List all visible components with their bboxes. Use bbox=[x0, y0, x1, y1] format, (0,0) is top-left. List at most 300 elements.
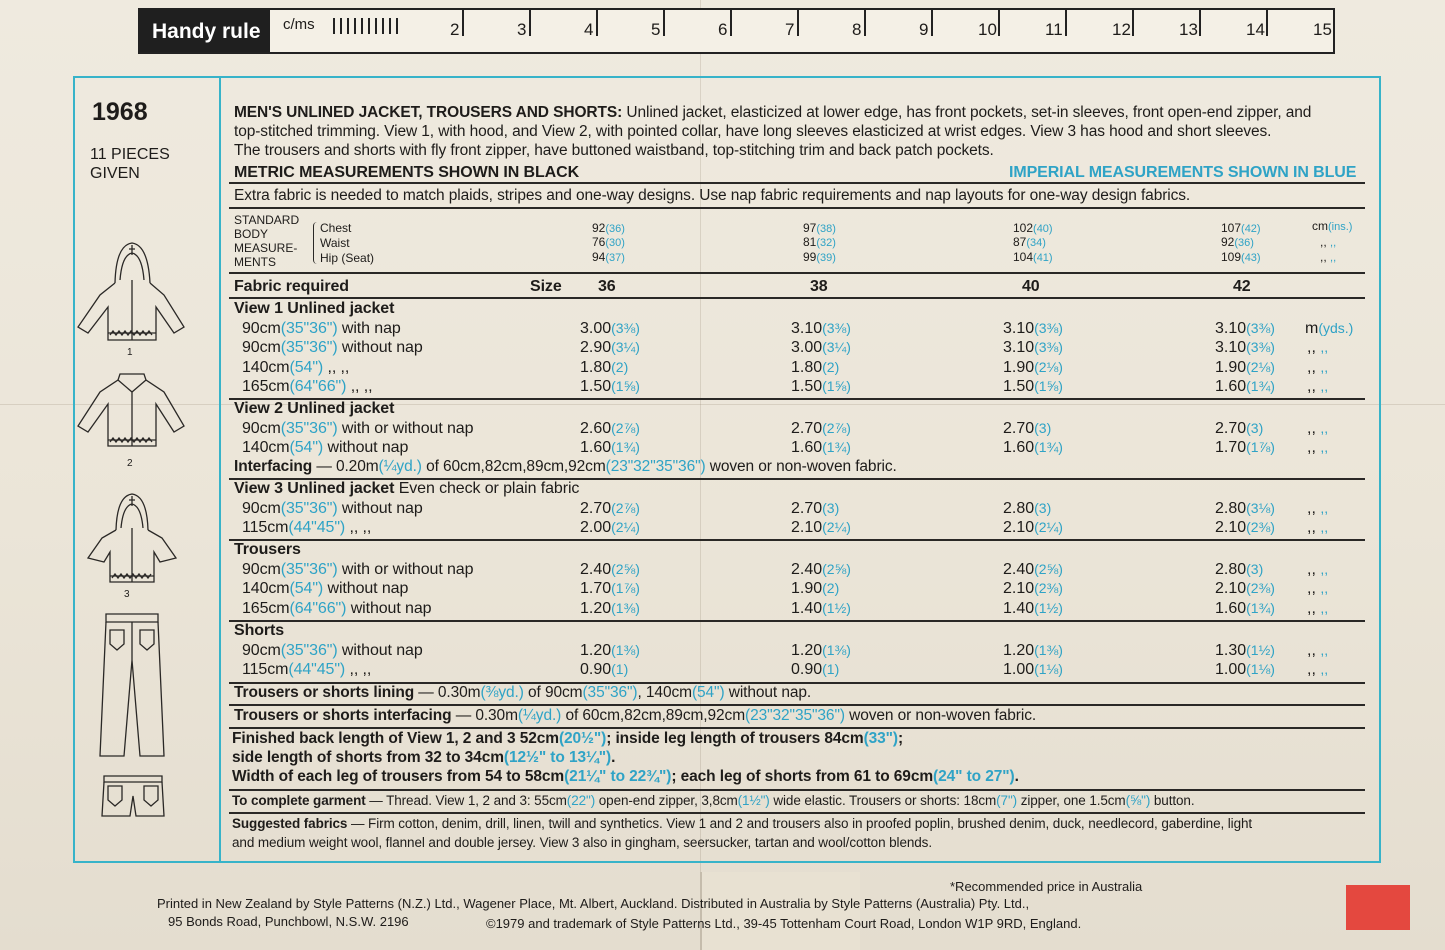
section-title bbox=[234, 622, 284, 640]
yardage-metric: 3.10 bbox=[1003, 339, 1035, 356]
yardage-value bbox=[791, 642, 851, 660]
text: wide elastic. Trousers or shorts: 18cm bbox=[769, 793, 997, 808]
yardage-metric: 1.60 bbox=[580, 439, 612, 456]
yardage-value bbox=[1003, 600, 1063, 618]
handy-rule bbox=[138, 8, 1335, 54]
unit-column bbox=[1307, 580, 1328, 598]
yardage-value bbox=[1003, 359, 1063, 377]
section-title-text: View 2 Unlined jacket bbox=[234, 400, 395, 417]
width-metric: 90cm bbox=[242, 319, 281, 337]
value-imperial: (40) bbox=[1033, 223, 1053, 235]
yardage-metric: 2.10 bbox=[791, 519, 823, 536]
yardage-value bbox=[791, 420, 851, 438]
yardage-imperial: (1⅞) bbox=[1246, 439, 1275, 455]
text: Finished back length of View 1, 2 and 3 52cm bbox=[232, 730, 559, 747]
yardage-metric: 1.20 bbox=[580, 641, 612, 659]
width-imperial: (54") bbox=[289, 580, 324, 597]
yardage-imperial: (2) bbox=[822, 580, 840, 596]
width-metric: 115cm bbox=[242, 661, 289, 678]
metric-heading: METRIC MEASUREMENTS SHOWN IN BLACK bbox=[234, 164, 580, 181]
value-imperial: (30) bbox=[605, 237, 625, 249]
yardage-imperial: (1⅞) bbox=[611, 580, 640, 596]
footer-price: *Recommended price in Australia bbox=[950, 879, 1143, 894]
ditto: ,, bbox=[1307, 499, 1316, 517]
value-metric: 99 bbox=[803, 250, 817, 264]
frame-divider bbox=[219, 78, 221, 861]
yardage-value bbox=[1215, 320, 1275, 338]
unit-column bbox=[1307, 359, 1328, 377]
ruler-tick bbox=[931, 10, 933, 36]
ditto: ,, bbox=[1307, 580, 1316, 597]
fabric-width-row bbox=[242, 439, 408, 457]
yardage-value bbox=[1003, 580, 1063, 598]
interfacing2-line bbox=[234, 707, 1036, 725]
yardage-imperial: (1¾) bbox=[822, 439, 851, 455]
yardage-imperial: (1⅝) bbox=[822, 378, 851, 394]
yardage-value bbox=[1003, 339, 1063, 357]
width-imperial: (35"36") bbox=[280, 641, 338, 659]
width-imperial: (35"36") bbox=[280, 319, 338, 337]
text-blue: (20½") bbox=[558, 730, 607, 747]
ditto: ,, bbox=[1307, 519, 1316, 536]
nap-description: without nap bbox=[323, 580, 409, 597]
yardage-metric: 0.90 bbox=[791, 661, 823, 678]
value-imperial: (34) bbox=[1026, 237, 1046, 249]
chest-label: Chest bbox=[320, 221, 352, 235]
width-imperial: (64"66") bbox=[289, 599, 347, 617]
width-imperial: (54") bbox=[289, 358, 324, 376]
unit-yds: (yds.) bbox=[1318, 319, 1354, 336]
yardage-metric: 1.90 bbox=[791, 580, 823, 597]
yardage-metric: 1.00 bbox=[1003, 661, 1035, 678]
yardage-value bbox=[580, 359, 628, 377]
nap-description: with nap bbox=[337, 319, 401, 337]
yardage-imperial: (1⅝) bbox=[611, 378, 640, 394]
nap-description: without nap bbox=[346, 599, 432, 617]
extra-fabric-note: Extra fabric is needed to match plaids, stripes and one-way designs. Use nap fabric requirements and nap layouts for one-way design fabrics. bbox=[234, 187, 1191, 204]
yardage-imperial: (3⅜) bbox=[822, 319, 851, 336]
yardage-value bbox=[580, 561, 640, 579]
ditto-blue: ,, bbox=[1320, 661, 1329, 677]
yardage-imperial: (2⅞) bbox=[611, 499, 640, 516]
yardage-value bbox=[791, 580, 839, 598]
fabric-width-row bbox=[242, 500, 423, 518]
ditto: ,, bbox=[1307, 439, 1316, 456]
yardage-imperial: (3) bbox=[1246, 419, 1264, 436]
text: — Firm cotton, denim, drill, linen, twill and synthetics. View 1 and 2 and trousers also in proofed poplin, brushed denim, duck, needlecord, gaberdine, light bbox=[347, 816, 1253, 831]
unit-column bbox=[1307, 661, 1328, 679]
yardage-metric: 1.50 bbox=[1003, 378, 1035, 395]
yardage-metric: 1.20 bbox=[580, 599, 612, 617]
width-imperial: (35"36") bbox=[280, 339, 338, 356]
body-ditto bbox=[1320, 235, 1336, 249]
width-metric: 115cm bbox=[242, 519, 289, 536]
label-line: BODY bbox=[234, 227, 269, 241]
ditto: ,, bbox=[1307, 339, 1316, 356]
yardage-imperial: (3⅜) bbox=[1246, 339, 1275, 355]
width-imperial: (44"45") bbox=[288, 661, 346, 678]
body-measurement-value bbox=[803, 235, 836, 249]
width-imperial: (35"36") bbox=[280, 499, 338, 517]
width-metric: 165cm bbox=[242, 599, 290, 617]
yardage-value bbox=[791, 600, 851, 618]
body-measurement-value bbox=[1013, 221, 1053, 235]
value-metric: 104 bbox=[1013, 250, 1034, 264]
yardage-metric: 2.90 bbox=[580, 339, 612, 356]
yardage-value bbox=[1003, 561, 1063, 579]
value-imperial: (36) bbox=[1234, 237, 1254, 249]
text: side length of shorts from 32 to 34cm bbox=[232, 749, 504, 766]
ruler-tick bbox=[462, 10, 464, 36]
text-blue: (⅝") bbox=[1125, 793, 1151, 808]
width-metric: 90cm bbox=[242, 560, 281, 578]
body-unit bbox=[1312, 219, 1352, 233]
ruler-number: 5 bbox=[651, 20, 661, 39]
yardage-imperial: (3) bbox=[1034, 419, 1052, 436]
yardage-value bbox=[580, 339, 640, 357]
ruler-tick bbox=[730, 10, 732, 36]
yardage-imperial: (1⅝) bbox=[1034, 378, 1063, 394]
yardage-imperial: (2) bbox=[611, 358, 629, 375]
pieces-given-label: GIVEN bbox=[90, 165, 140, 182]
yardage-value bbox=[791, 320, 851, 338]
size-label: Size bbox=[530, 278, 562, 295]
yardage-metric: 1.80 bbox=[791, 358, 823, 376]
yardage-metric: 1.20 bbox=[791, 641, 823, 659]
yardage-metric: 0.90 bbox=[580, 661, 612, 678]
text: of 60cm,82cm,89cm,92cm bbox=[421, 458, 606, 475]
yardage-imperial: (1½) bbox=[822, 599, 851, 616]
text: button. bbox=[1150, 793, 1195, 808]
nap-description: ,, ,, bbox=[345, 519, 372, 536]
value-imperial: (37) bbox=[605, 252, 625, 264]
yardage-value bbox=[1003, 519, 1063, 537]
text: ; bbox=[898, 730, 904, 747]
text: — Thread. View 1, 2 and 3: 55cm bbox=[365, 793, 567, 808]
text-blue: (54") bbox=[691, 684, 725, 701]
shorts-sketch bbox=[98, 772, 168, 822]
width-metric: 165cm bbox=[242, 378, 290, 395]
section-title-text: View 3 Unlined jacket bbox=[234, 480, 395, 497]
text: . bbox=[611, 749, 616, 766]
yardage-metric: 2.10 bbox=[1215, 580, 1247, 597]
fabric-width-row bbox=[242, 519, 371, 537]
ruler-number: 11 bbox=[1045, 20, 1063, 39]
fabric-width-row bbox=[242, 359, 349, 377]
value-imperial: (39) bbox=[816, 252, 836, 264]
value-metric: 102 bbox=[1013, 221, 1034, 235]
suggested-label: Suggested fabrics bbox=[232, 816, 348, 831]
text: , 140cm bbox=[637, 684, 692, 701]
body-measurement-value bbox=[592, 221, 625, 235]
ditto-blue: ,, bbox=[1320, 580, 1329, 596]
yardage-imperial: (3¼) bbox=[822, 339, 851, 355]
ruler-tick bbox=[1266, 10, 1268, 36]
fabric-width-row bbox=[242, 561, 473, 579]
ditto: ,, bbox=[1320, 250, 1327, 264]
yardage-metric: 2.80 bbox=[1215, 560, 1247, 578]
yardage-imperial: (1⅜) bbox=[1034, 641, 1063, 658]
yardage-metric: 1.40 bbox=[791, 599, 823, 617]
unit-column bbox=[1307, 378, 1328, 396]
unit-column bbox=[1307, 561, 1328, 579]
nap-description: ,, ,, bbox=[346, 378, 373, 395]
yardage-metric: 3.10 bbox=[791, 319, 823, 337]
text-blue: (21¼" to 22¾") bbox=[564, 768, 672, 785]
yardage-value bbox=[1215, 378, 1275, 396]
nap-description: without nap bbox=[337, 499, 423, 517]
width-metric: 140cm bbox=[242, 358, 290, 376]
text: — 0.20m bbox=[312, 458, 379, 475]
ditto: ,, bbox=[1307, 560, 1316, 578]
value-metric: 76 bbox=[592, 235, 606, 249]
text-blue: (1½") bbox=[737, 793, 770, 808]
value-metric: 92 bbox=[1221, 235, 1235, 249]
yardage-value bbox=[1215, 661, 1275, 679]
yardage-metric: 2.40 bbox=[1003, 560, 1035, 578]
yardage-imperial: (3⅜) bbox=[611, 319, 640, 336]
body-measurement-value bbox=[592, 235, 625, 249]
description-title: MEN'S UNLINED JACKET, TROUSERS AND SHORTS: bbox=[234, 104, 623, 121]
yardage-value bbox=[1215, 580, 1275, 598]
fabric-width-row bbox=[242, 378, 372, 396]
ruler-number: 10 bbox=[978, 20, 997, 39]
yardage-imperial: (1¾) bbox=[1246, 378, 1275, 394]
yardage-value bbox=[580, 320, 640, 338]
yardage-imperial: (2¼) bbox=[1034, 519, 1063, 535]
interfacing2-label: Trousers or shorts interfacing bbox=[234, 707, 452, 724]
fabric-width-row bbox=[242, 600, 431, 618]
ruler-label: Handy rule bbox=[140, 10, 270, 52]
lining-label: Trousers or shorts lining bbox=[234, 684, 415, 701]
nap-description: without nap bbox=[337, 339, 423, 356]
pattern-number: 1968 bbox=[92, 98, 148, 126]
width-metric: 90cm bbox=[242, 641, 281, 659]
nap-description: without nap bbox=[337, 641, 423, 659]
yardage-metric: 3.00 bbox=[791, 339, 823, 356]
complete-label: To complete garment bbox=[232, 793, 366, 808]
yardage-metric: 2.70 bbox=[1215, 419, 1247, 437]
yardage-imperial: (2⅛) bbox=[1246, 358, 1275, 375]
text: . bbox=[1014, 768, 1019, 785]
section-title bbox=[234, 541, 301, 559]
yardage-imperial: (2⅜) bbox=[1246, 580, 1275, 596]
yardage-value bbox=[791, 339, 851, 357]
yardage-imperial: (1⅛) bbox=[1246, 661, 1275, 677]
ruler-number: 4 bbox=[584, 20, 594, 39]
yardage-value bbox=[1003, 642, 1063, 660]
text-blue: (35"36") bbox=[582, 684, 638, 701]
yardage-metric: 1.50 bbox=[580, 378, 612, 395]
fabric-width-row bbox=[242, 420, 473, 438]
yardage-imperial: (1) bbox=[611, 661, 629, 677]
description-text: Unlined jacket, elasticized at lower edge, has front pockets, set-in sleeves, front open-end zipper, and bbox=[622, 104, 1312, 121]
text-blue: (24" to 27") bbox=[933, 768, 1015, 785]
value-metric: 87 bbox=[1013, 235, 1027, 249]
yardage-imperial: (2⅛) bbox=[1034, 358, 1063, 375]
brace bbox=[313, 222, 317, 264]
ditto-blue: ,, bbox=[1320, 519, 1329, 535]
yardage-value bbox=[1003, 439, 1063, 457]
yardage-imperial: (3⅜) bbox=[1246, 319, 1275, 336]
description-line-2: top-stitched trimming. View 1, with hood, and View 2, with pointed collar, have long sleeves elasticized at wrist edges. View 3 has hood and short sleeves. bbox=[234, 123, 1272, 140]
unit-column bbox=[1307, 339, 1328, 357]
yardage-value bbox=[580, 580, 640, 598]
nap-description: with or without nap bbox=[337, 560, 474, 578]
yardage-metric: 1.70 bbox=[580, 580, 612, 597]
width-metric: 140cm bbox=[242, 439, 290, 456]
yardage-metric: 3.10 bbox=[1215, 339, 1247, 356]
ruler-number: 9 bbox=[919, 20, 929, 39]
fabric-width-row bbox=[242, 339, 423, 357]
section-rule bbox=[229, 620, 1365, 622]
yardage-value bbox=[580, 378, 640, 396]
yardage-metric: 1.70 bbox=[1215, 439, 1247, 456]
ruler-tick bbox=[529, 10, 531, 36]
ditto-blue: ,, bbox=[1320, 599, 1329, 616]
yardage-imperial: (1¾) bbox=[1246, 599, 1275, 616]
ruler-tick bbox=[864, 10, 866, 36]
ruler-unit: c/ms bbox=[283, 16, 315, 33]
yardage-value bbox=[580, 420, 640, 438]
yardage-metric: 1.60 bbox=[1215, 599, 1247, 617]
yardage-metric: 3.10 bbox=[1215, 319, 1247, 337]
price-sticker bbox=[1346, 885, 1410, 930]
footer-line-1: Printed in New Zealand by Style Patterns (N.Z.) Ltd., Wagener Place, Mt. Albert, Auckland. Distributed in Australia by Style Patterns (Australia) Pty. Ltd., bbox=[157, 896, 1030, 911]
section-title-text: Trousers bbox=[234, 541, 301, 558]
yardage-imperial: (1¾) bbox=[1034, 439, 1063, 455]
ruler-number: 14 bbox=[1246, 20, 1265, 39]
unit-cm: cm bbox=[1312, 219, 1328, 233]
width-imperial: (35"36") bbox=[280, 560, 338, 578]
yardage-metric: 1.50 bbox=[791, 378, 823, 395]
ruler-tick bbox=[663, 10, 665, 36]
text: open-end zipper, 3,8cm bbox=[595, 793, 738, 808]
yardage-imperial: (3⅛) bbox=[1246, 499, 1275, 516]
ditto-blue: ,, bbox=[1320, 358, 1329, 375]
yardage-imperial: (1⅜) bbox=[611, 599, 640, 616]
yardage-metric: 3.10 bbox=[1003, 319, 1035, 337]
ditto: ,, bbox=[1307, 358, 1316, 376]
yardage-value bbox=[1003, 320, 1063, 338]
yardage-value bbox=[791, 561, 851, 579]
yardage-metric: 2.00 bbox=[580, 519, 612, 536]
section-title-text: View 1 Unlined jacket bbox=[234, 300, 395, 317]
yardage-imperial: (3⅜) bbox=[1034, 339, 1063, 355]
footer-line-3: ©1979 and trademark of Style Patterns Ltd., 39-45 Tottenham Court Road, London W1P 9RD, England. bbox=[486, 916, 1082, 931]
yardage-metric: 2.10 bbox=[1003, 580, 1035, 597]
fabric-width-row bbox=[242, 580, 408, 598]
yardage-imperial: (2) bbox=[822, 358, 840, 375]
rule bbox=[229, 812, 1365, 814]
finished-line-1 bbox=[232, 730, 903, 748]
rule bbox=[229, 207, 1365, 209]
value-imperial: (42) bbox=[1241, 223, 1261, 235]
fabric-width-row bbox=[242, 320, 401, 338]
size-36: 36 bbox=[598, 278, 616, 295]
yardage-value bbox=[1003, 378, 1063, 396]
finished-line-2 bbox=[232, 749, 615, 767]
yardage-metric: 1.30 bbox=[1215, 641, 1247, 659]
section-note: Even check or plain fabric bbox=[394, 480, 580, 497]
yardage-value bbox=[791, 439, 851, 457]
yardage-metric: 2.40 bbox=[791, 560, 823, 578]
finished-line-3 bbox=[232, 768, 1019, 786]
yardage-imperial: (2¼) bbox=[611, 519, 640, 535]
value-imperial: (36) bbox=[605, 223, 625, 235]
rule bbox=[229, 704, 1365, 706]
rule bbox=[229, 297, 1365, 299]
text: — 0.30m bbox=[451, 707, 518, 724]
yardage-value bbox=[1215, 561, 1263, 579]
nap-description: without nap bbox=[323, 439, 409, 456]
yardage-metric: 1.20 bbox=[1003, 641, 1035, 659]
yardage-value bbox=[1215, 339, 1275, 357]
value-metric: 94 bbox=[592, 250, 606, 264]
ditto: ,, bbox=[1307, 641, 1316, 659]
view-2-collared-jacket-sketch bbox=[72, 370, 190, 458]
ditto-blue: ,, bbox=[1330, 237, 1337, 249]
nap-description: ,, ,, bbox=[345, 661, 372, 678]
rule bbox=[229, 727, 1365, 729]
value-metric: 81 bbox=[803, 235, 817, 249]
ruler-number: 6 bbox=[718, 20, 728, 39]
yardage-value bbox=[580, 439, 640, 457]
text: of 60cm,82cm,89cm,92cm bbox=[561, 707, 746, 724]
view-1-number: 1 bbox=[127, 347, 133, 358]
yardage-imperial: (2⅜) bbox=[1246, 519, 1275, 535]
yardage-metric: 1.60 bbox=[1003, 439, 1035, 456]
text: ; inside leg length of trousers 84cm bbox=[606, 730, 864, 747]
yardage-metric: 1.60 bbox=[1215, 378, 1247, 395]
text: without nap. bbox=[724, 684, 812, 701]
ditto-blue: ,, bbox=[1320, 439, 1329, 455]
rule bbox=[229, 182, 1365, 184]
yardage-value bbox=[1215, 420, 1263, 438]
yardage-imperial: (2⅜) bbox=[1034, 580, 1063, 596]
yardage-value bbox=[1215, 439, 1275, 457]
yardage-imperial: (3) bbox=[1246, 560, 1264, 577]
ruler-minor-ticks bbox=[333, 18, 403, 34]
size-40: 40 bbox=[1022, 278, 1040, 295]
rule bbox=[229, 272, 1365, 274]
ruler-number: 13 bbox=[1179, 20, 1198, 39]
ruler-number: 7 bbox=[785, 20, 795, 39]
yardage-imperial: (1½) bbox=[1034, 599, 1063, 616]
yardage-metric: 2.70 bbox=[1003, 419, 1035, 437]
yardage-value bbox=[1003, 500, 1051, 518]
width-imperial: (54") bbox=[289, 439, 324, 456]
yardage-metric: 1.80 bbox=[580, 358, 612, 376]
view-2-number: 2 bbox=[127, 458, 133, 469]
yardage-metric: 1.90 bbox=[1215, 358, 1247, 376]
unit-column bbox=[1307, 420, 1328, 438]
width-metric: 90cm bbox=[242, 339, 281, 356]
value-imperial: (32) bbox=[816, 237, 836, 249]
width-imperial: (44"45") bbox=[288, 519, 346, 536]
size-38: 38 bbox=[810, 278, 828, 295]
value-imperial: (43) bbox=[1241, 252, 1261, 264]
description-line-1 bbox=[234, 104, 1311, 122]
yardage-value bbox=[580, 600, 640, 618]
yardage-imperial: (3) bbox=[1034, 499, 1052, 516]
yardage-imperial: (1⅛) bbox=[1034, 661, 1063, 677]
fabric-width-row bbox=[242, 661, 371, 679]
yardage-metric: 1.40 bbox=[1003, 599, 1035, 617]
yardage-imperial: (3⅜) bbox=[1034, 319, 1063, 336]
yardage-imperial: (2⅝) bbox=[822, 560, 851, 577]
yardage-metric: 2.70 bbox=[791, 419, 823, 437]
